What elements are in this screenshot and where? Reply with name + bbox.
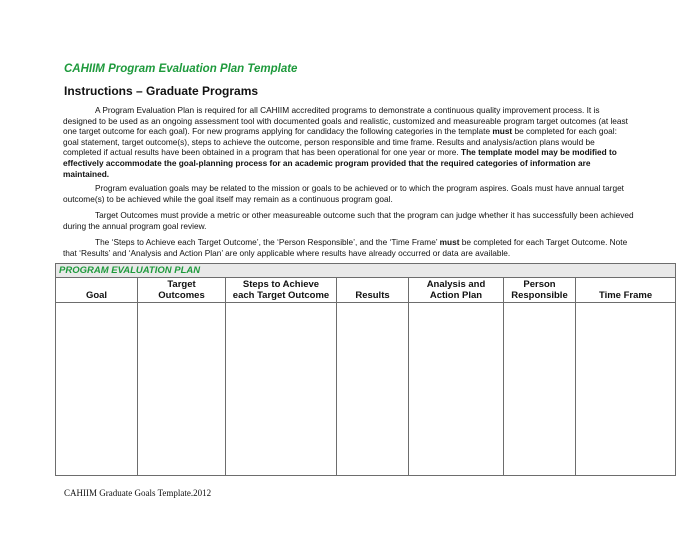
column-header-time-frame-line2: Time Frame <box>598 290 653 301</box>
paragraph-intro-text-a: A Program Evaluation Plan is required for all CAHIIM accredited programs to demonstrate a continuous quality improvement process. It is designed to be used as an ongoing assessment tool with documented goals and realistic, customized and measureable program target outcomes (at least one target outcome for each goal). For new programs applying for candidacy the following categories in the template <box>63 105 628 137</box>
section-heading: Instructions – Graduate Programs <box>64 84 259 98</box>
target-outcomes-cell[interactable] <box>138 303 226 476</box>
paragraph-required-fields-emphasis-must: must <box>439 237 460 247</box>
plan-entry-row <box>56 303 676 476</box>
goal-cell[interactable] <box>56 303 138 476</box>
paragraph-goals <box>63 183 634 204</box>
paragraph-required-fields-text-a: The ‘Steps to Achieve each Target Outcome’, the ‘Person Responsible’, and the ‘Time Frame’ <box>95 237 440 247</box>
column-header-time-frame <box>576 278 676 303</box>
person-responsible-cell[interactable] <box>504 303 576 476</box>
column-header-goal-line2: Goal <box>85 290 108 301</box>
column-header-target-outcomes-line1: Target <box>167 279 196 290</box>
column-header-steps-line2: each Target Outcome <box>232 290 330 301</box>
column-header-person-line1: Person <box>523 279 556 290</box>
paragraph-required-fields-text-b: be completed for each Target Outcome. Note that ‘Results’ and ‘Analysis and Action Plan’ are only applicable where results have already occurred or data are available. <box>63 237 628 258</box>
document-title: CAHIIM Program Evaluation Plan Template <box>64 63 298 75</box>
column-header-steps-to-achieve <box>226 278 337 303</box>
paragraph-target-outcomes-text: Target Outcomes must provide a metric or other measureable outcome such that the program can judge whether it has successfully been achieved during the annual program goal review. <box>63 210 634 231</box>
column-header-results-line2: Results <box>355 290 390 301</box>
program-evaluation-plan-table <box>55 263 676 476</box>
steps-to-achieve-cell[interactable] <box>226 303 337 476</box>
paragraph-intro-emphasis-must: must <box>492 126 513 137</box>
column-header-analysis-line2: Action Plan <box>429 290 483 301</box>
paragraph-intro-emphasis-template: The template model may be modified to effectively accommodate the goal-planning process for an academic program provided that the required categories of information are maintained. <box>63 147 617 179</box>
plan-caption-row <box>56 264 676 278</box>
column-header-analysis-action-plan <box>409 278 504 303</box>
results-cell[interactable] <box>337 303 409 476</box>
column-header-person-responsible <box>504 278 576 303</box>
plan-header-row <box>56 278 676 303</box>
paragraph-goals-text: Program evaluation goals may be related to the mission or goals to be achieved or to which the program aspires. Goals must have annual target outcome(s) to be achieved while the goal itself may remain as a continuous program goal. <box>63 183 624 204</box>
column-header-goal <box>56 278 138 303</box>
page-footer: CAHIIM Graduate Goals Template.2012 <box>64 488 212 498</box>
paragraph-intro <box>63 105 634 179</box>
time-frame-cell[interactable] <box>576 303 676 476</box>
paragraph-intro-text-b: be completed for each goal: goal statement, target outcome(s), steps to achieve the outcome, person responsible and time frame. Results and analysis/action plans would be completed if actual results have been obtained in a program that has been operational for one year or more. <box>63 126 617 158</box>
paragraph-target-outcomes <box>63 210 634 231</box>
column-header-analysis-line1: Analysis and <box>426 279 486 290</box>
column-header-results <box>337 278 409 303</box>
column-header-target-outcomes-line2: Outcomes <box>158 290 205 301</box>
plan-caption: PROGRAM EVALUATION PLAN <box>59 265 201 276</box>
analysis-action-plan-cell[interactable] <box>409 303 504 476</box>
paragraph-required-fields <box>63 237 634 258</box>
column-header-person-line2: Responsible <box>511 290 568 301</box>
column-header-target-outcomes <box>138 278 226 303</box>
column-header-steps-line1: Steps to Achieve <box>242 279 320 290</box>
